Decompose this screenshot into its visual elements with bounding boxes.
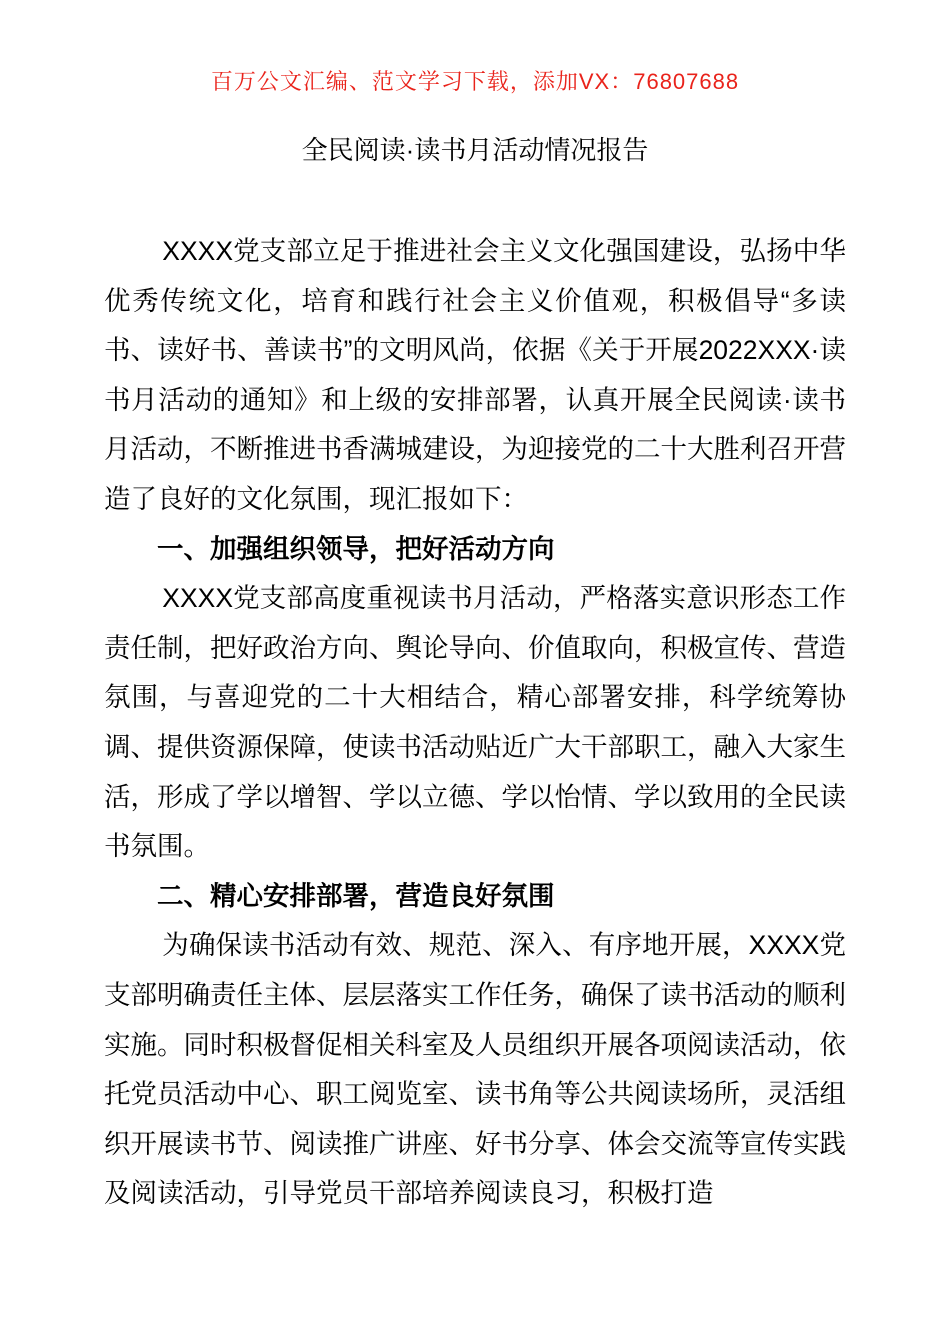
document-title: 全民阅读·读书月活动情况报告 [301,135,649,165]
watermark-note: 百万公文汇编、范文学习下载，添加VX：76807688 [210,69,740,94]
section-heading: 一、加强组织领导，把好活动方向 [157,533,555,564]
paragraph: XXXX党支部立足于推进社会主义文化强国建设，弘扬中华优秀传统文化，培育和践行社会主义价值观，积极倡导“多读书、读好书、善读书”的文明风尚，依据《关于开展2022XXX·读书月活动的通知》和上级的安排部署，认真开展全民阅读·读书月活动，不断推进书香满城建设，为迎接党的二十大胜利召开营造了良好的文化氛围，现汇报如下： [104,236,846,514]
document-body [104,227,846,1219]
paragraph: 为确保读书活动有效、规范、深入、有序地开展，XXXX党支部明确责任主体、层层落实工作任务，确保了读书活动的顺利实施。同时积极督促相关科室及人员组织开展各项阅读活动，依托党员活动中心、职工阅览室、读书角等公共阅读场所，灵活组织开展读书节、阅读推广讲座、好书分享、体会交流等宣传实践及阅读活动，引导党员干部培养阅读良习，积极打造 [104,930,846,1209]
paragraph: XXXX党支部高度重视读书月活动，严格落实意识形态工作责任制，把好政治方向、舆论导向、价值取向，积极宣传、营造氛围，与喜迎党的二十大相结合，精心部署安排，科学统筹协调、提供资源保障，使读书活动贴近广大干部职工，融入大家生活，形成了学以增智、学以立德、学以怡情、学以致用的全民读书氛围。 [104,583,846,862]
section-heading: 二、精心安排部署，营造良好氛围 [157,880,555,911]
